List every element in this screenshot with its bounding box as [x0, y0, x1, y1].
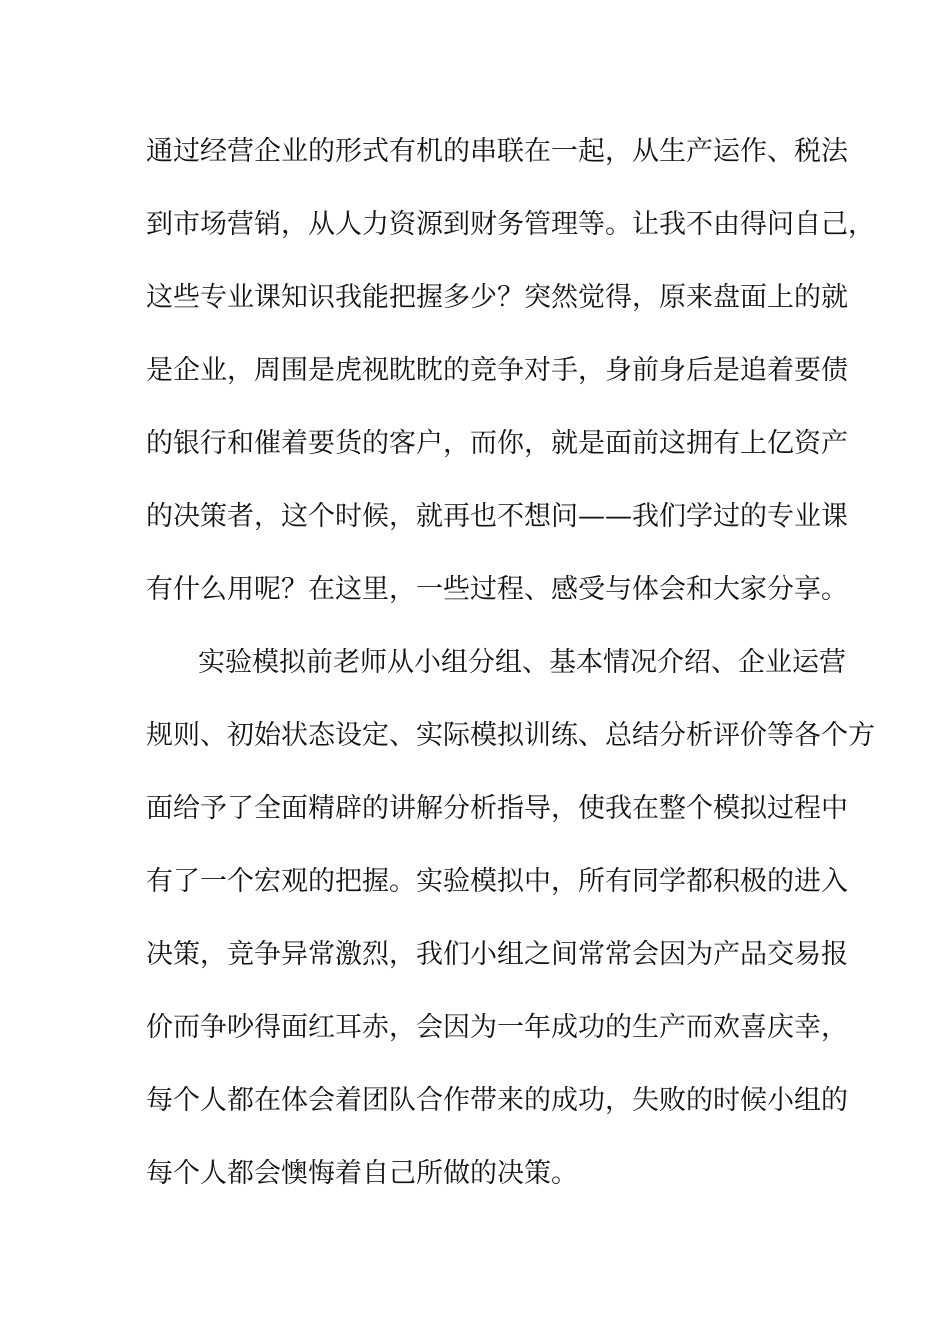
paragraph-1-line-5: 的银行和催着要货的客户，而你，就是面前这拥有上亿资产	[146, 428, 848, 459]
paragraph-1-line-2: 到市场营销，从人力资源到财务管理等。让我不由得问自己，	[146, 209, 875, 240]
paragraph-2-line-7: 每个人都在体会着团队合作带来的成功，失败的时候小组的	[146, 1085, 848, 1116]
paragraph-2-line-3: 面给予了全面精辟的讲解分析指导，使我在整个模拟过程中	[146, 793, 848, 824]
paragraph-2-line-4: 有了一个宏观的把握。实验模拟中，所有同学都积极的进入	[146, 866, 848, 897]
paragraph-2-line-2: 规则、初始状态设定、实际模拟训练、总结分析评价等各个方	[146, 720, 875, 751]
paragraph-2-line-1: 实验模拟前老师从小组分组、基本情况介绍、企业运营	[198, 647, 846, 678]
paragraph-1-line-6: 的决策者，这个时候，就再也不想问——我们学过的专业课	[146, 501, 848, 532]
paragraph-1-line-7: 有什么用呢？在这里，一些过程、感受与体会和大家分享。	[146, 574, 848, 605]
paragraph-2-line-5: 决策，竞争异常激烈，我们小组之间常常会因为产品交易报	[146, 939, 848, 970]
paragraph-2-line-6: 价而争吵得面红耳赤，会因为一年成功的生产而欢喜庆幸，	[146, 1012, 848, 1043]
paragraph-1-line-1: 通过经营企业的形式有机的串联在一起，从生产运作、税法	[146, 136, 848, 167]
paragraph-1-line-3: 这些专业课知识我能把握多少？突然觉得，原来盘面上的就	[146, 282, 848, 313]
paragraph-1-line-4: 是企业，周围是虎视眈眈的竞争对手，身前身后是追着要债	[146, 355, 848, 386]
paragraph-2-line-8: 每个人都会懊悔着自己所做的决策。	[146, 1158, 578, 1189]
